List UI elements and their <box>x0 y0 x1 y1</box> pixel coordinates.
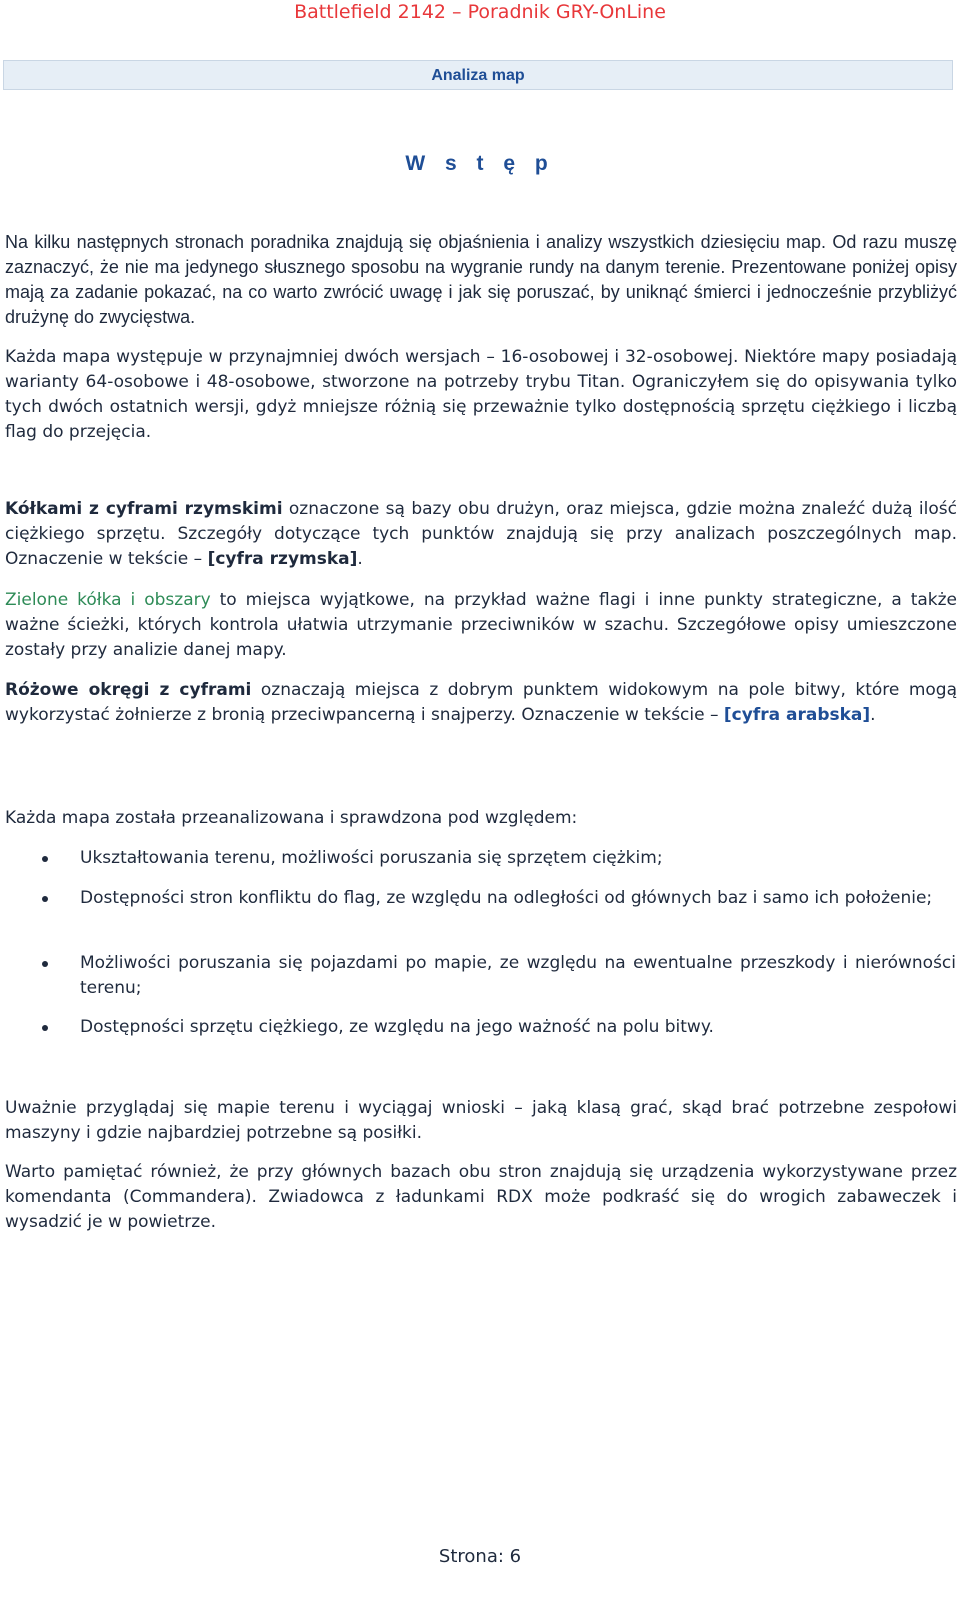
green-areas-text: to miejsca wyjątkowe, na przykład ważne flagi i inne punkty strategiczne, a także ważne ścieżki, których kontrola ułatwia utrzymanie przeciwników w szachu. Szczegółowe opisy umieszczone zostały przy analizie danej mapy. <box>5 590 957 660</box>
green-areas-paragraph <box>5 588 957 663</box>
bullet-icon <box>42 856 48 862</box>
page-title: W s t ę p <box>405 152 555 175</box>
pink-circles-end: . <box>870 705 876 725</box>
green-areas-label: Zielone kółka i obszary <box>5 590 211 610</box>
roman-markers-paragraph <box>5 497 957 572</box>
pink-circles-paragraph <box>5 678 957 728</box>
analysis-intro: Każda mapa została przeanalizowana i sprawdzona pod względem: <box>5 808 578 828</box>
list-item: Dostępności sprzętu ciężkiego, ze względu na jego ważność na polu bitwy. <box>80 1015 956 1040</box>
versions-paragraph: Każda mapa występuje w przynajmniej dwóch wersjach – 16-osobowej i 32-osobowej. Niektóre mapy posiadają warianty 64-osobowe i 48-osobowe, stworzone na potrzeby trybu Titan. Ograniczyłem się do opisywania tylko tych dwóch ostatnich wersji, gdyż mniejsze różnią się przeważnie tylko dostępnością sprzętu ciężkiego i liczbą flag do przejęcia. <box>5 347 957 442</box>
list-item: Ukształtowania terenu, możliwości poruszania się sprzętem ciężkim; <box>80 846 956 871</box>
roman-markers-end: . <box>357 549 363 569</box>
list-item: Możliwości poruszania się pojazdami po mapie, ze względu na ewentualne przeszkody i nierówności terenu; <box>80 951 956 1001</box>
roman-markers-label: Kółkami z cyframi rzymskimi <box>5 499 283 519</box>
intro-paragraph: Na kilku następnych stronach poradnika znajdują się objaśnienia i analizy wszystkich dziesięciu map. Od razu muszę zaznaczyć, że nie ma jedynego słusznego sposobu na wygranie rundy na danym terenie. Prezentowane poniżej opisy mają za zadanie pokazać, na co warto zwrócić uwagę i jak się poruszać, by uniknąć śmierci i jednocześnie przybliżyć drużynę do zwycięstwa. <box>5 232 957 327</box>
roman-marker-notation: [cyfra rzymska] <box>207 549 358 569</box>
list-item: Dostępności stron konfliktu do flag, ze względu na odległości od głównych baz i samo ich położenie; <box>80 886 956 911</box>
header-guide-title: Poradnik GRY-OnLine <box>467 1 666 23</box>
commander-paragraph: Warto pamiętać również, że przy głównych bazach obu stron znajdują się urządzenia wykorzystywane przez komendanta (Commandera). Zwiadowca z ładunkami RDX może podkraść się do wrogich zabaweczek i wysadzić je w powietrze. <box>5 1162 957 1232</box>
pink-circles-text: oznaczają miejsca z dobrym punktem widokowym na pole bitwy, które mogą wykorzystać żołnierze z bronią przeciwpancerną i snajperzy. Oznaczenie w tekście – <box>5 680 958 725</box>
bullet-icon <box>42 896 48 902</box>
section-title-bar: Analiza map <box>3 60 953 90</box>
arabic-marker-notation: [cyfra arabska] <box>723 705 871 725</box>
bullet-icon <box>42 1025 48 1031</box>
header-game-title: Battlefield 2142 <box>294 1 446 23</box>
pink-circles-label: Różowe okręgi z cyframi <box>5 680 252 700</box>
advice-paragraph: Uważnie przyglądaj się mapie terenu i wyciągaj wnioski – jaką klasą grać, skąd brać potrzebne zespołowi maszyny i gdzie najbardziej potrzebne są posiłki. <box>5 1098 957 1143</box>
roman-markers-text: oznaczone są bazy obu drużyn, oraz miejsca, gdzie można znaleźć dużą ilość ciężkiego sprzętu. Szczegóły dotyczące tych punktów znajdują się przy analizach poszczególnych map. Oznaczenie w tekście – <box>5 499 957 569</box>
header-dash: – <box>446 1 468 23</box>
page-header <box>0 0 960 24</box>
bullet-icon <box>42 961 48 967</box>
page-number: Strona: 6 <box>438 1546 522 1567</box>
